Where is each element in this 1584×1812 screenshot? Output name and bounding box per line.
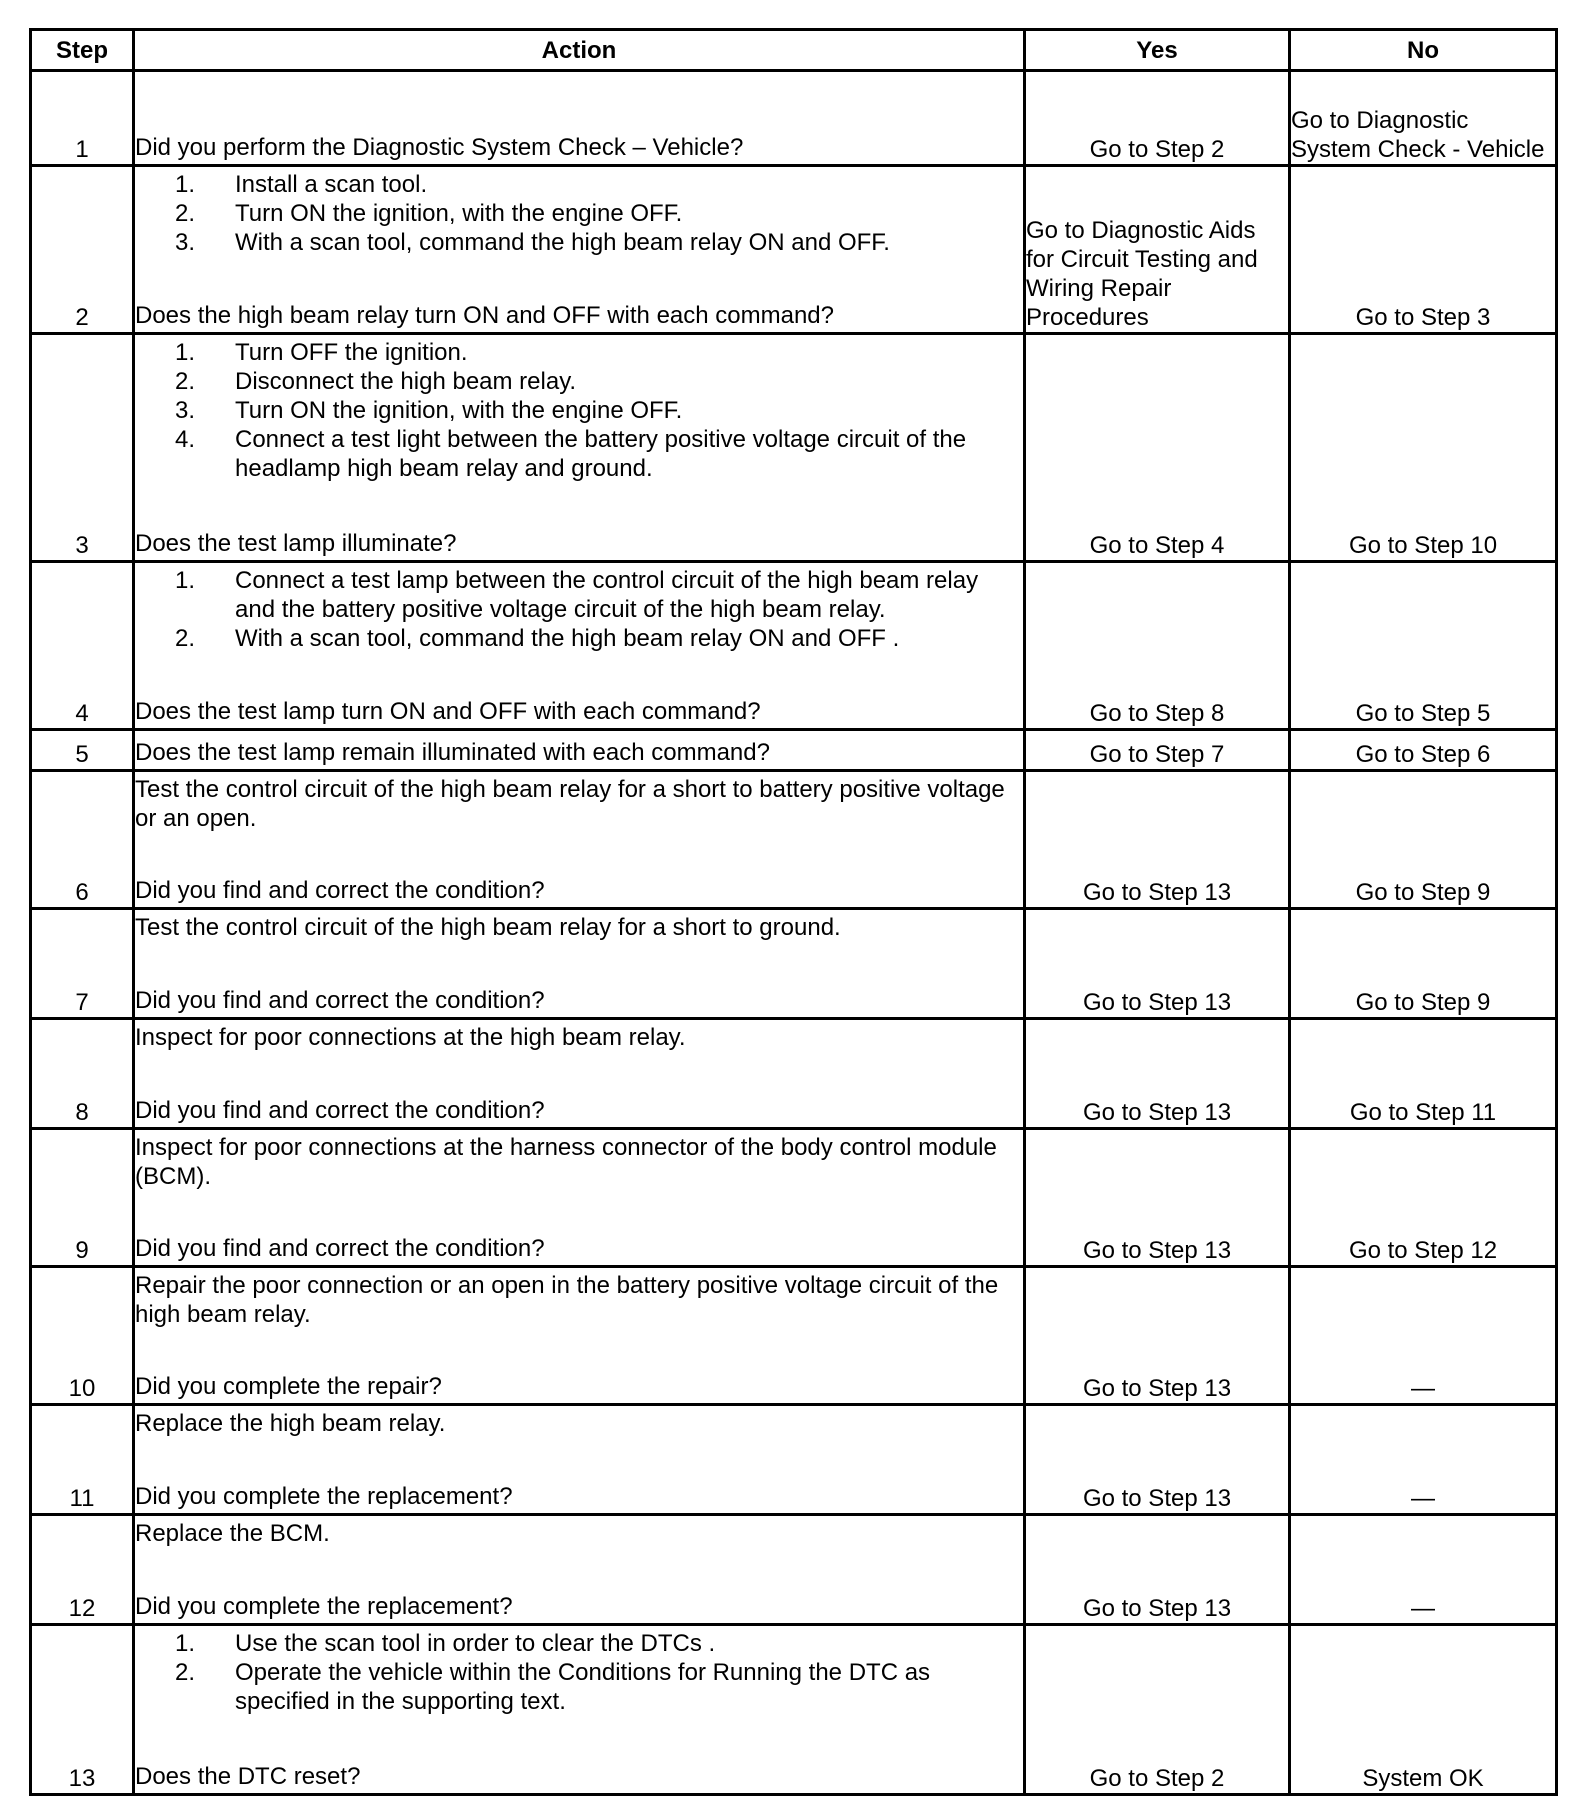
action-question: Did you find and correct the condition? [135, 1097, 545, 1124]
action-question: Does the test lamp illuminate? [135, 530, 457, 557]
table-row [31, 730, 1557, 771]
header-step: Step [31, 30, 134, 71]
action-step-number: 2. [174, 625, 195, 652]
step-number: 8 [31, 1019, 134, 1129]
yes-result: Go to Step 13 [1025, 1405, 1290, 1515]
action-question: Did you complete the replacement? [135, 1483, 513, 1510]
action-step-item [135, 367, 1023, 396]
action-step-number: 1. [174, 339, 195, 366]
action-step-text: Disconnect the high beam relay. [235, 368, 577, 395]
header-no: No [1290, 30, 1557, 71]
table-row [31, 1515, 1557, 1625]
action-step-text: Install a scan tool. [235, 171, 428, 198]
action-steps-list [135, 1629, 1023, 1716]
table-row [31, 166, 1557, 334]
action-question: Did you find and correct the condition? [135, 877, 545, 904]
step-number: 5 [31, 730, 134, 771]
action-step-text: Connect a test light between the battery positive voltage circuit of the headlamp high beam relay and ground. [235, 426, 967, 482]
action-intro: Inspect for poor connections at the harness connector of the body control module (BCM). [135, 1134, 997, 1190]
table-row [31, 1129, 1557, 1267]
action-intro: Test the control circuit of the high beam relay for a short to ground. [135, 914, 841, 941]
action-step-number: 3. [174, 229, 195, 256]
action-step-text: Connect a test lamp between the control circuit of the high beam relay and the battery positive voltage circuit of the high beam relay. [235, 567, 979, 623]
table-row [31, 1267, 1557, 1405]
action-step-text: Turn ON the ignition, with the engine OFF. [235, 397, 683, 424]
action-question: Did you complete the repair? [135, 1373, 442, 1400]
header-action: Action [134, 30, 1025, 71]
no-result: Go to Diagnostic System Check - Vehicle [1290, 71, 1557, 166]
yes-result: Go to Step 13 [1025, 1019, 1290, 1129]
action-step-text: Turn ON the ignition, with the engine OFF. [235, 200, 683, 227]
action-steps-list [135, 566, 1023, 653]
no-result: Go to Step 9 [1290, 909, 1557, 1019]
action-cell [134, 730, 1025, 771]
yes-result: Go to Step 4 [1025, 334, 1290, 562]
action-step-text: Use the scan tool in order to clear the DTCs . [235, 1630, 716, 1657]
no-result: Go to Step 9 [1290, 771, 1557, 909]
table-row [31, 562, 1557, 730]
yes-result: Go to Step 13 [1025, 909, 1290, 1019]
action-step-item [135, 624, 1023, 653]
step-number: 6 [31, 771, 134, 909]
action-question: Did you find and correct the condition? [135, 1235, 545, 1262]
action-intro: Replace the high beam relay. [135, 1410, 446, 1437]
action-question: Does the DTC reset? [135, 1763, 361, 1790]
action-steps-list [135, 338, 1023, 483]
action-step-number: 3. [174, 397, 195, 424]
action-steps-list [135, 170, 1023, 257]
step-number: 9 [31, 1129, 134, 1267]
action-question: Does the test lamp turn ON and OFF with each command? [135, 698, 761, 725]
step-number: 2 [31, 166, 134, 334]
action-question: Does the test lamp remain illuminated with each command? [135, 739, 770, 766]
no-result: Go to Step 11 [1290, 1019, 1557, 1129]
action-step-number: 1. [174, 171, 195, 198]
no-result: Go to Step 5 [1290, 562, 1557, 730]
action-step-number: 1. [174, 1630, 195, 1657]
action-step-item [135, 566, 1023, 624]
action-question: Does the high beam relay turn ON and OFF with each command? [135, 302, 834, 329]
action-step-item [135, 199, 1023, 228]
action-cell [134, 1267, 1025, 1405]
no-result: — [1290, 1405, 1557, 1515]
action-cell [134, 562, 1025, 730]
table-row [31, 771, 1557, 909]
yes-result: Go to Step 13 [1025, 1129, 1290, 1267]
yes-result: Go to Step 2 [1025, 1625, 1290, 1795]
step-number: 13 [31, 1625, 134, 1795]
diagnostic-table [29, 28, 1558, 1796]
action-step-item [135, 1629, 1023, 1658]
action-cell [134, 334, 1025, 562]
action-question: Did you find and correct the condition? [135, 987, 545, 1014]
yes-result: Go to Step 13 [1025, 1267, 1290, 1405]
action-step-item [135, 170, 1023, 199]
action-step-item [135, 425, 1023, 483]
yes-result: Go to Diagnostic Aids for Circuit Testing and Wiring Repair Procedures [1025, 166, 1290, 334]
step-number: 10 [31, 1267, 134, 1405]
yes-result: Go to Step 13 [1025, 771, 1290, 909]
action-cell [134, 1405, 1025, 1515]
action-step-item [135, 1658, 1023, 1716]
no-result: Go to Step 3 [1290, 166, 1557, 334]
step-number: 4 [31, 562, 134, 730]
action-cell [134, 166, 1025, 334]
no-result: System OK [1290, 1625, 1557, 1795]
yes-result: Go to Step 8 [1025, 562, 1290, 730]
table-row [31, 71, 1557, 166]
action-cell [134, 1625, 1025, 1795]
header-yes: Yes [1025, 30, 1290, 71]
action-step-text: With a scan tool, command the high beam relay ON and OFF. [235, 229, 890, 256]
action-step-number: 2. [174, 1659, 195, 1686]
yes-result: Go to Step 2 [1025, 71, 1290, 166]
action-step-text: Operate the vehicle within the Conditions for Running the DTC as specified in the supporting text. [235, 1659, 931, 1715]
header-row [31, 30, 1557, 71]
yes-result: Go to Step 13 [1025, 1515, 1290, 1625]
action-step-item [135, 228, 1023, 257]
table-row [31, 334, 1557, 562]
step-number: 3 [31, 334, 134, 562]
step-number: 7 [31, 909, 134, 1019]
no-result: — [1290, 1267, 1557, 1405]
action-cell [134, 909, 1025, 1019]
action-cell [134, 1129, 1025, 1267]
action-cell [134, 771, 1025, 909]
action-intro: Replace the BCM. [135, 1520, 330, 1547]
action-cell [134, 1515, 1025, 1625]
action-step-item [135, 396, 1023, 425]
action-question: Did you perform the Diagnostic System Check – Vehicle? [135, 134, 744, 161]
action-cell [134, 1019, 1025, 1129]
action-intro: Test the control circuit of the high beam relay for a short to battery positive voltage or an open. [135, 776, 1005, 832]
table-row [31, 909, 1557, 1019]
no-result: Go to Step 12 [1290, 1129, 1557, 1267]
step-number: 12 [31, 1515, 134, 1625]
table-row [31, 1405, 1557, 1515]
action-question: Did you complete the replacement? [135, 1593, 513, 1620]
no-result: — [1290, 1515, 1557, 1625]
no-result: Go to Step 10 [1290, 334, 1557, 562]
action-step-number: 4. [174, 426, 195, 453]
table-row [31, 1019, 1557, 1129]
action-step-text: Turn OFF the ignition. [235, 339, 468, 366]
yes-result: Go to Step 7 [1025, 730, 1290, 771]
step-number: 11 [31, 1405, 134, 1515]
action-step-number: 1. [174, 567, 195, 594]
action-intro: Repair the poor connection or an open in the battery positive voltage circuit of the high beam relay. [135, 1272, 999, 1328]
action-intro: Inspect for poor connections at the high beam relay. [135, 1024, 686, 1051]
action-step-number: 2. [174, 200, 195, 227]
table-row [31, 1625, 1557, 1795]
action-step-text: With a scan tool, command the high beam relay ON and OFF . [235, 625, 900, 652]
action-step-item [135, 338, 1023, 367]
action-cell [134, 71, 1025, 166]
no-result: Go to Step 6 [1290, 730, 1557, 771]
step-number: 1 [31, 71, 134, 166]
action-step-number: 2. [174, 368, 195, 395]
